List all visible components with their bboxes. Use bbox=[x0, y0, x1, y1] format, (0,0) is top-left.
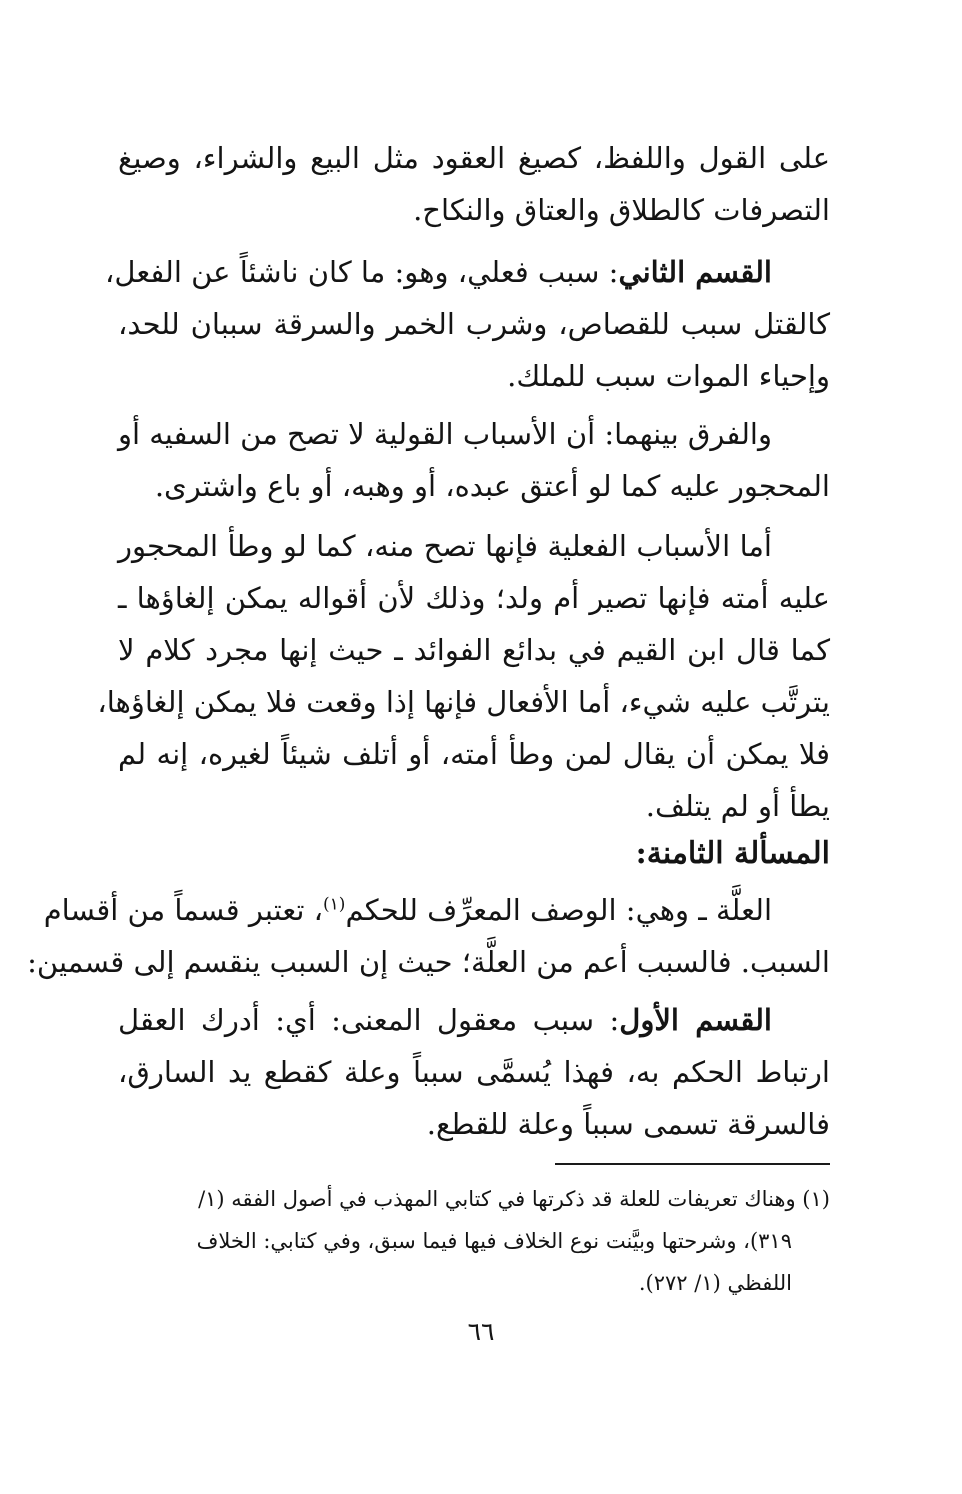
section-lead-term: القسم الأول bbox=[619, 1003, 772, 1037]
paragraph-5 bbox=[27, 884, 830, 988]
paragraph-1 bbox=[118, 132, 830, 236]
footnote-line: (١) وهناك تعريفات للعلة قد ذكرتها في كتابي المهذب في أصول الفقه (١/ bbox=[198, 1187, 830, 1211]
paragraph-line: أما الأسباب الفعلية فإنها تصح منه، كما لو وطأ المحجور bbox=[118, 529, 772, 563]
section-heading: المسألة الثامنة: bbox=[635, 836, 830, 871]
paragraph-line: كما قال ابن القيم في بدائع الفوائد ـ حيث إنها مجرد كلام لا bbox=[118, 633, 830, 667]
paragraph-line: يترتَّب عليه شيء، أما الأفعال فإنها إذا وقعت فلا يمكن إلغاؤها، bbox=[97, 685, 830, 719]
paragraph-line: وإحياء الموات سبب للملك. bbox=[507, 359, 830, 393]
paragraph-4 bbox=[97, 520, 830, 832]
paragraph-line: فلا يمكن أن يقال لمن وطأ أمته، أو أتلف شيئاً لغيره، إنه لم bbox=[118, 737, 830, 771]
paragraph-line: التصرفات كالطلاق والعتاق والنكاح. bbox=[413, 193, 830, 227]
paragraph-line: عليه أمته فإنها تصير أم ولد؛ وذلك لأن أقواله يمكن إلغاؤها ـ bbox=[118, 581, 830, 615]
paragraph-line: السبب. فالسبب أعم من العلَّة؛ حيث إن السبب ينقسم إلى قسمين: bbox=[27, 945, 830, 979]
footnote-separator bbox=[555, 1163, 830, 1165]
paragraph-line: على القول واللفظ، كصيغ العقود مثل البيع والشراء، وصيغ bbox=[118, 141, 830, 175]
footnote-block bbox=[118, 1178, 830, 1304]
paragraph-line: كالقتل سبب للقصاص، وشرب الخمر والسرقة سببان للحد، bbox=[118, 307, 830, 341]
paragraph-line: يطأ أو لم يتلف. bbox=[645, 789, 830, 823]
paragraph-line: فالسرقة تسمى سبباً وعلة للقطع. bbox=[426, 1107, 830, 1141]
paragraph-line bbox=[43, 884, 830, 936]
paragraph-text: ، تعتبر قسماً من أقسام bbox=[43, 893, 324, 927]
paragraph-line: والفرق بينهما: أن الأسباب القولية لا تصح من السفيه أو bbox=[117, 417, 772, 451]
section-lead-term: القسم الثاني bbox=[618, 255, 772, 289]
footnote-line: ٣١٩)، وشرحتها وبيَّنت نوع الخلاف فيها فيما سبق، وفي كتابي: الخلاف bbox=[196, 1229, 792, 1253]
paragraph-3 bbox=[118, 408, 830, 512]
paragraph-line bbox=[105, 246, 830, 298]
paragraph-line: ارتباط الحكم به، فهذا يُسمَّى سبباً وعلة كقطع يد السارق، bbox=[118, 1055, 830, 1089]
paragraph-text: : سبب فعلي، وهو: ما كان ناشئاً عن الفعل، bbox=[105, 255, 619, 289]
paragraph-line: المحجور عليه كما لو أعتق عبده، أو وهبه، أو باع واشترى. bbox=[154, 469, 830, 503]
footnote-line: اللفظي (١/ ٢٧٢). bbox=[638, 1271, 792, 1295]
paragraph-line bbox=[118, 994, 830, 1046]
footnote-reference: (١) bbox=[323, 894, 346, 915]
paragraph-text: العلَّة ـ وهي: الوصف المعرِّف للحكم bbox=[345, 893, 772, 927]
paragraph-2 bbox=[105, 246, 830, 402]
paragraph-text: : سبب معقول المعنى: أي: أدرك العقل bbox=[118, 1003, 620, 1037]
paragraph-6 bbox=[118, 994, 830, 1150]
page-number: ٦٦ bbox=[467, 1317, 495, 1346]
